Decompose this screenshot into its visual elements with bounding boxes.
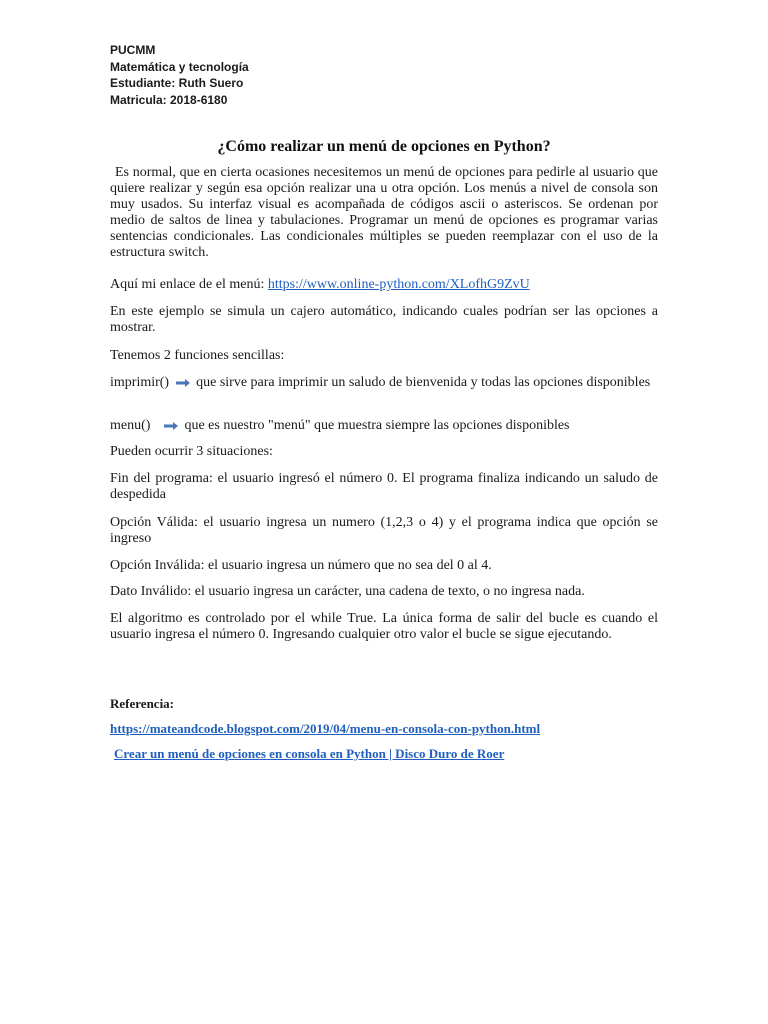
menu-function-name: menu() — [110, 418, 151, 433]
paragraph-fin: Fin del programa: el usuario ingresó el número 0. El programa finaliza indicando un saludo de despedida — [110, 471, 658, 502]
document-title: ¿Cómo realizar un menú de opciones en Python? — [217, 138, 551, 155]
link-prefix: Aquí mi enlace de el menú: — [110, 277, 268, 292]
paragraph-invalida: Opción Inválida: el usuario ingresa un número que no sea del 0 al 4. — [110, 558, 492, 573]
reference-link-mateandcode[interactable]: https://mateandcode.blogspot.com/2019/04/menu-en-consola-con-python.html — [110, 721, 541, 736]
paragraph-algoritmo: El algoritmo es controlado por el while True. La única forma de salir del bucle es cuando el usuario ingresa el número 0. Ingresando cualquier otro valor el bucle se sigue ejecutando. — [110, 611, 658, 642]
subject-name: Matemática y tecnología — [110, 59, 249, 74]
paragraph-intro: Es normal, que en cierta ocasiones necesitemos un menú de opciones para pedirle al usuario que quiere realizar y según esa opción realizar una u otra opción. Los menús a nivel de consola son muy usados. Su interfaz visual es acompañada de códigos ascii o asteriscos. Se ordenan por medio de saltos de linea y tabulaciones. Programar un menú de opciones es programar varias sentencias condicionales. Las condicionales múltiples se pueden reemplazar con el uso de la estructura switch. — [110, 165, 658, 260]
reference-item-1 — [110, 721, 658, 738]
imprimir-description: que sirve para imprimir un saludo de bienvenida y todas las opciones disponibles — [196, 375, 651, 390]
menu-description: que es nuestro "menú" que muestra siempre las opciones disponibles — [184, 418, 570, 433]
paragraph-imprimir — [110, 375, 658, 391]
paragraph-link — [110, 277, 658, 293]
right-arrow-icon — [175, 378, 191, 388]
paragraph-example: En este ejemplo se simula un cajero automático, indicando cuales podrían ser las opciones a mostrar. — [110, 304, 658, 335]
references-label: Referencia: — [110, 696, 175, 711]
student-id: Matricula: 2018-6180 — [110, 92, 228, 107]
reference-item-2 — [114, 746, 662, 763]
paragraph-menu — [110, 418, 658, 434]
paragraph-functions-intro: Tenemos 2 funciones sencillas: — [110, 348, 285, 363]
reference-link-discoduroderoer[interactable]: Crear un menú de opciones en consola en Python | Disco Duro de Roer — [114, 746, 505, 761]
document-header — [110, 42, 249, 108]
paragraph-valida: Opción Válida: el usuario ingresa un numero (1,2,3 o 4) y el programa indica que opción se ingreso — [110, 515, 658, 546]
online-python-link[interactable]: https://www.online-python.com/XLofhG9ZvU — [267, 277, 530, 292]
student-name: Estudiante: Ruth Suero — [110, 76, 244, 90]
paragraph-situations: Pueden ocurrir 3 situaciones: — [110, 444, 273, 459]
paragraph-dato: Dato Inválido: el usuario ingresa un carácter, una cadena de texto, o no ingresa nada. — [110, 584, 585, 599]
imprimir-function-name: imprimir() — [110, 375, 170, 390]
right-arrow-icon — [163, 421, 179, 431]
institution-name: PUCMM — [110, 43, 156, 57]
